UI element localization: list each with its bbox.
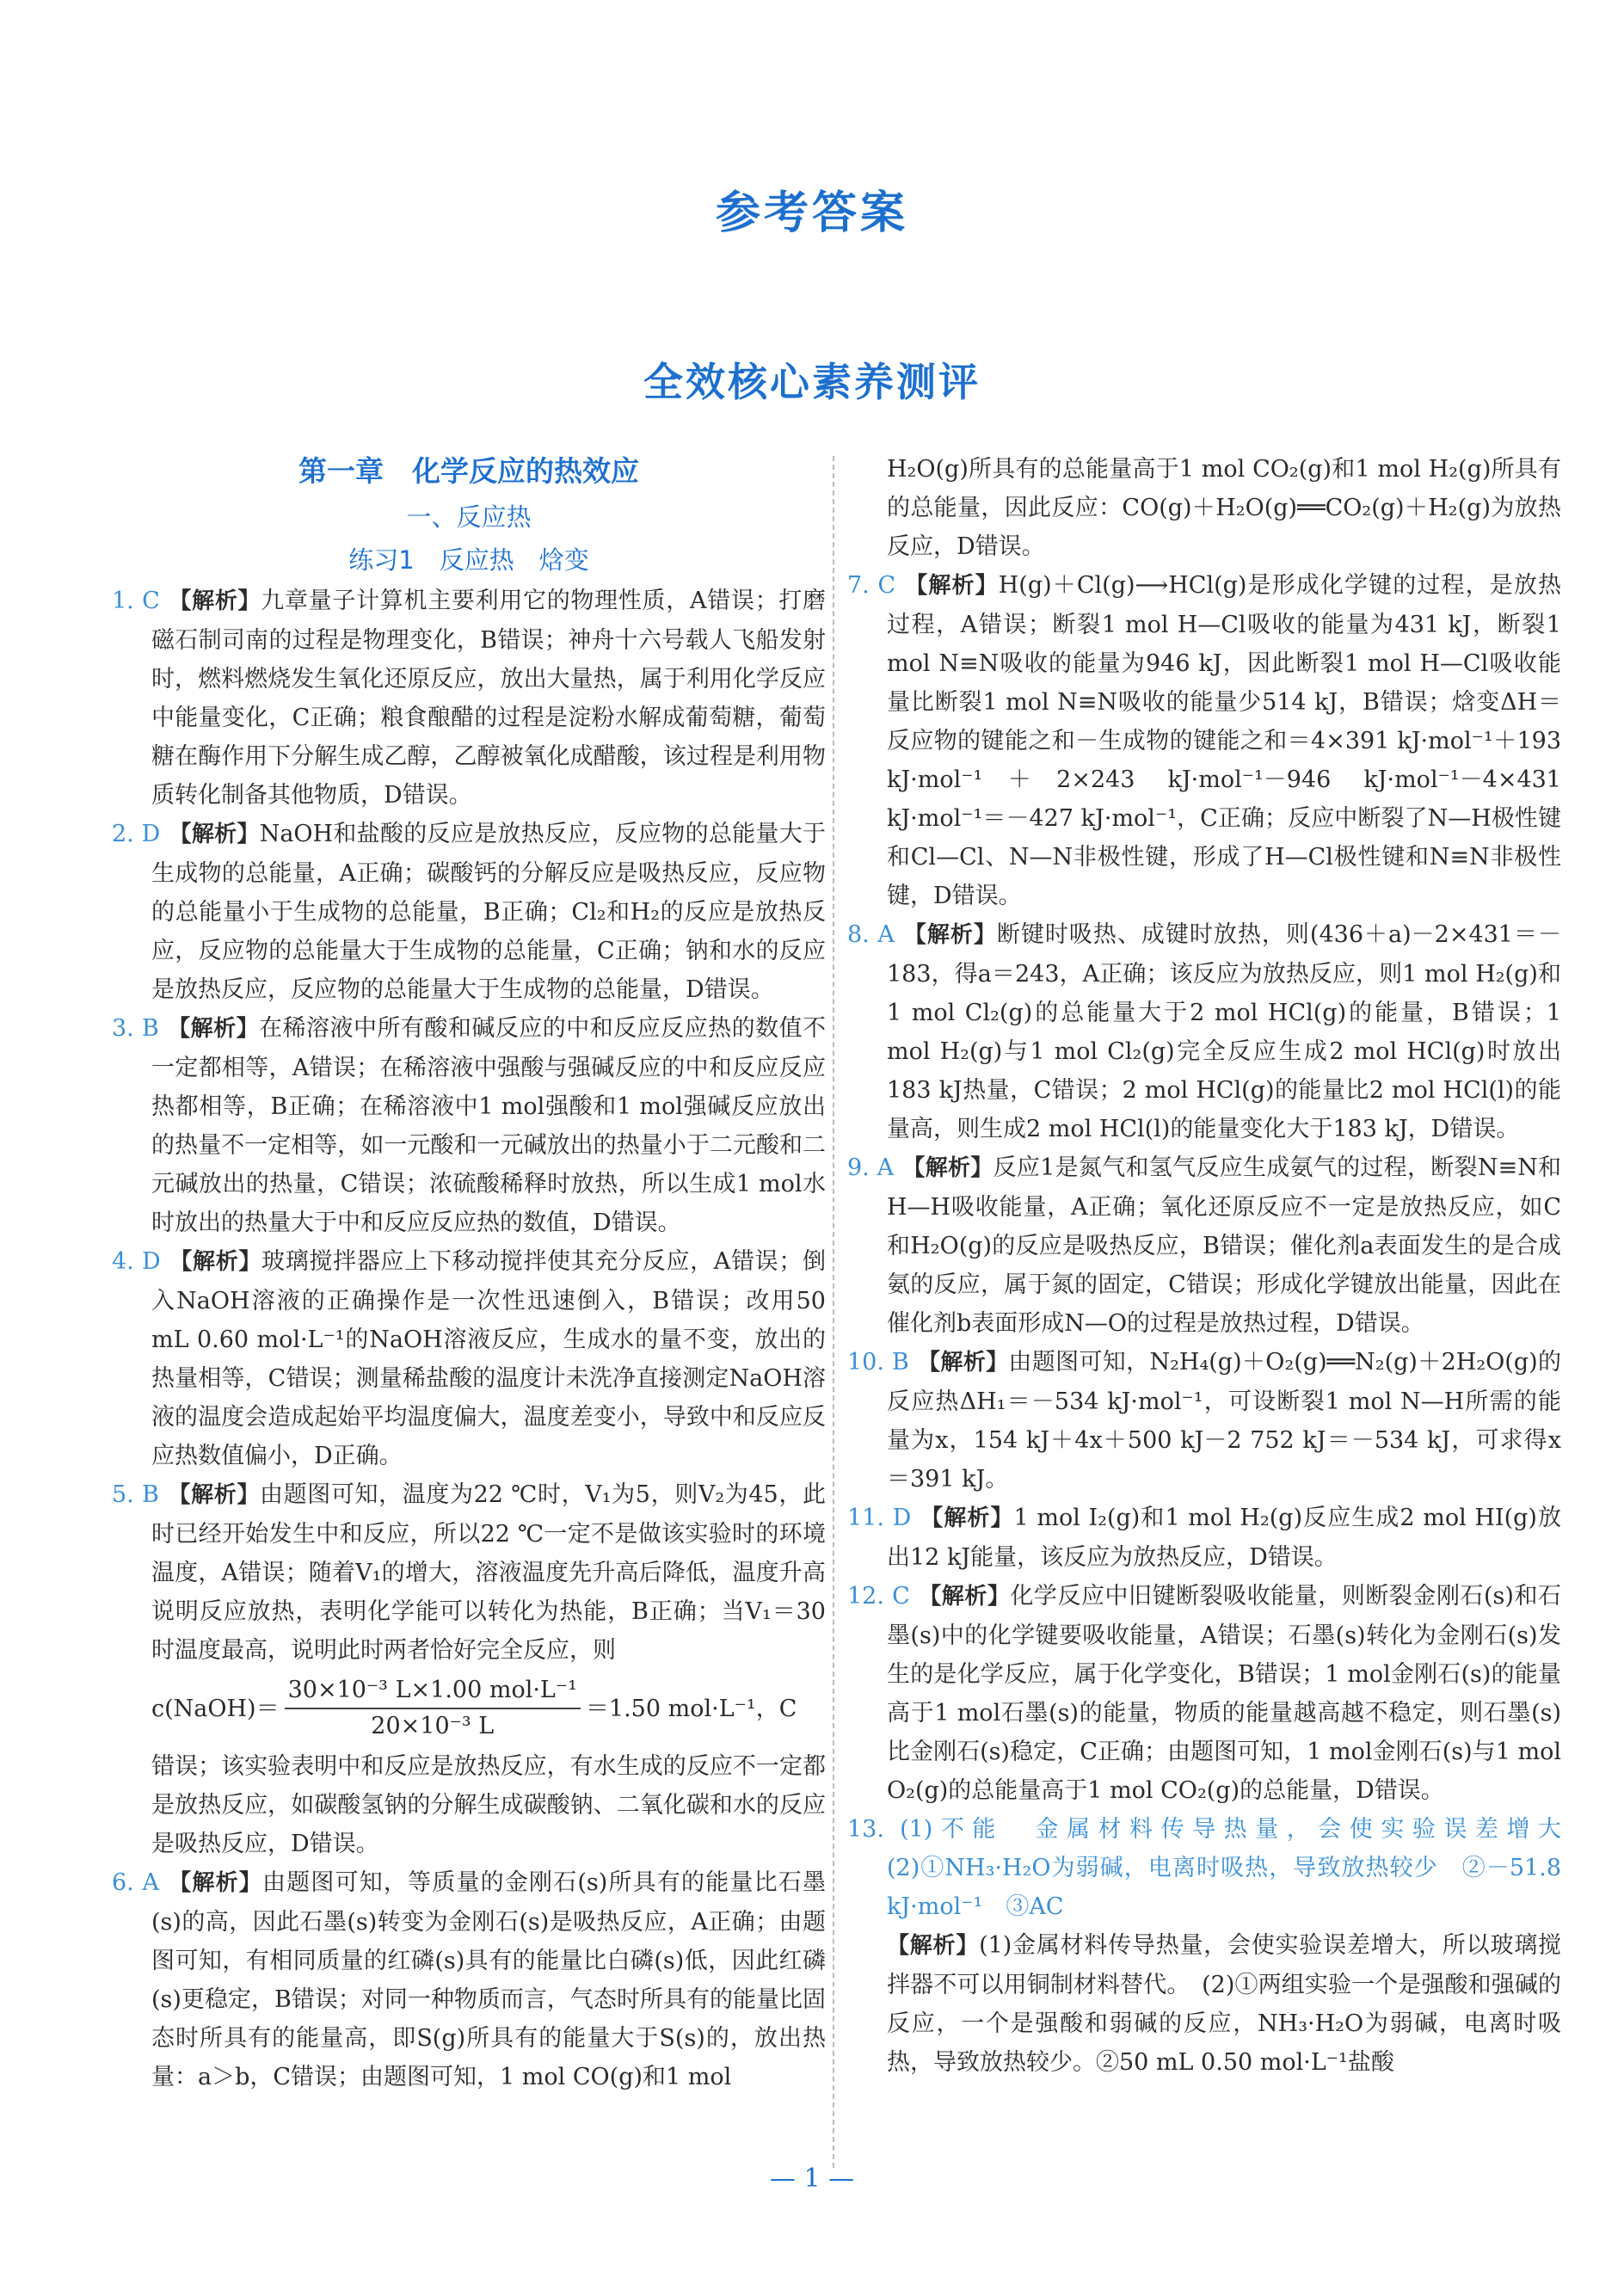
item-number: 6. [112, 1869, 134, 1896]
analysis-tag: 【解析】 [902, 922, 997, 948]
item-number: 2. [112, 821, 134, 847]
analysis-tag: 【解析】 [169, 1249, 262, 1275]
item-explanation: NaOH和盐酸的反应是放热反应，反应物的总能量大于生成物的总能量，A正确；碳酸钙的分解反应是吸热反应，反应物的总能量小于生成物的总能量，B正确；Cl₂和H₂的反应是放热反应，反应物的总能量大于生成物的总能量，C正确；钠和水的反应是放热反应，反应物的总能量大于生成物的总能量，D错误。 [151, 821, 826, 1003]
item-explanation: 由题图可知，N₂H₄(g)＋O₂(g)══N₂(g)＋2H₂O(g)的反应热ΔH₁＝－534 kJ·mol⁻¹，可设断裂1 mol N—H所需的能量为x，154 kJ＋4x＋500 kJ－2 752 kJ＝－534 kJ，可求得x＝391 kJ。 [887, 1349, 1561, 1493]
analysis-tag: 【解析】 [167, 1482, 260, 1508]
analysis-tag: 【解析】 [167, 1016, 260, 1042]
chapter-heading: 第一章 化学反应的热效应 [298, 454, 639, 488]
item-explanation: 由题图可知，温度为22 ℃时，V₁为5，则V₂为45，此时已经开始发生中和反应，所以22 ℃一定不是做该实验时的环境温度，A错误；随着V₁的增大，溶液温度先升高后降低，温度升高说明反应放热，表明化学能可以转化为热能，B正确；当V₁＝30时温度最高，说明此时两者恰好完全反应，则 [151, 1481, 826, 1664]
item-number: 8. [847, 921, 870, 948]
item-number: 11. [847, 1505, 884, 1531]
item-answer: A [877, 921, 895, 948]
item-number: 3. [112, 1015, 134, 1042]
item-number: 13. [847, 1816, 884, 1843]
item-13-analysis [847, 1926, 1561, 2082]
answer-item-9 [847, 1148, 1561, 1343]
item-answer: B [891, 1349, 909, 1376]
item-6-continued: H₂O(g)所具有的总能量高于1 mol CO₂(g)和1 mol H₂(g)所具有的总能量，因此反应：CO(g)＋H₂O(g)══CO₂(g)＋H₂(g)为放热反应，D错误。 [887, 456, 1561, 560]
analysis-tag: 【解析】 [920, 1505, 1014, 1531]
analysis-tag: 【解析】 [887, 1933, 980, 1959]
analysis-tag: 【解析】 [904, 573, 999, 599]
item-explanation: 化学反应中旧键断裂吸收能量，则断裂金刚石(s)和石墨(s)中的化学键要吸收能量，A错误；石墨(s)转化为金刚石(s)发生的是化学反应，属于化学变化，B错误；1 mol金刚石(s)的能量高于1 mol石墨(s)的能量，物质的能量越高越不稳定，则石墨(s)比金刚石(s)稳定，C正确；由题图可知，1 mol金刚石(s)与1 mol O₂(g)的总能量高于1 mol CO₂(g)的总能量，D错误。 [887, 1583, 1561, 1804]
formula-fraction [285, 1673, 581, 1744]
item-explanation: 在稀溶液中所有酸和碱反应的中和反应反应热的数值不一定都相等，A错误；在稀溶液中强酸与强碱反应的中和反应反应热都相等，B正确；在稀溶液中1 mol强酸和1 mol强碱反应放出的热量不一定相等，如一元酸和一元碱放出的热量小于二元酸和二元碱放出的热量，C错误；浓硫酸稀释时放热，所以生成1 mol水时放出的热量大于中和反应反应热的数值，D错误。 [151, 1015, 826, 1236]
answer-item-12 [847, 1577, 1561, 1810]
item-answer: B [141, 1481, 159, 1508]
answer-item-10 [847, 1343, 1561, 1499]
analysis-tag: 【解析】 [902, 1155, 993, 1181]
item-explanation: 玻璃搅拌器应上下移动搅拌使其充分反应，A错误；倒入NaOH溶液的正确操作是一次性迅速倒入，B错误；改用50 mL 0.60 mol·L⁻¹的NaOH溶液反应，生成水的量不变，放出的热量相等，C错误；测量稀盐酸的温度计未洗净直接测定NaOH溶液的温度会造成起始平均温度偏大，温度差变小，导致中和反应反应热数值偏小，D正确。 [151, 1248, 826, 1469]
answer-item-4 [112, 1242, 826, 1475]
formula-denominator: 20×10⁻³ L [371, 1713, 495, 1739]
analysis-tag: 【解析】 [169, 822, 260, 847]
item-answer: A [142, 1869, 160, 1896]
item-answer: (1)不能 金属材料传导热量，会使实验误差增大 (2)①NH₃·H₂O为弱碱，电离时吸热，导致放热较少 ②－51.8 kJ·mol⁻¹ ③AC [887, 1816, 1584, 1920]
answer-item-1 [112, 582, 826, 815]
item-explanation: 断键时吸热、成键时放热，则(436＋a)－2×431＝－183，得a＝243，A正确；该反应为放热反应，则1 mol H₂(g)和1 mol Cl₂(g)的总能量大于2 mol HCl(g)的能量，B错误；1 mol H₂(g)与1 mol Cl₂(g)完全反应生成2 mol HCl(g)时放出183 kJ热量，C错误；2 mol HCl(g)的能量比2 mol HCl(l)的能量高，则生成2 mol HCl(l)的能量变化大于183 kJ，D错误。 [887, 921, 1561, 1142]
item-answer: B [141, 1015, 159, 1042]
item-number: 9. [847, 1154, 870, 1181]
answer-item-11 [847, 1499, 1561, 1577]
right-column [847, 450, 1584, 2082]
answer-item-8 [847, 915, 1561, 1148]
left-column [112, 447, 826, 2096]
item-answer: C [892, 1583, 910, 1610]
item-answer: D [142, 1248, 161, 1275]
analysis-tag: 【解析】 [168, 588, 261, 614]
analysis-tag: 【解析】 [918, 1584, 1011, 1610]
answer-item-5 [112, 1475, 826, 1670]
answer-item-2 [112, 815, 826, 1009]
item-answer: C [142, 588, 160, 614]
item-explanation: 1 mol I₂(g)和1 mol H₂(g)反应生成2 mol HI(g)放出12 kJ能量，该反应为放热反应，D错误。 [887, 1505, 1561, 1571]
item-explanation: (1)金属材料传导热量，会使实验误差增大，所以玻璃搅拌器不可以用铜制材料替代。 (2)①两组实验一个是强酸和强碱的反应，一个是强酸和弱碱的反应，NH₃·H₂O为弱碱，电离时吸热，导致放热较少。②50 mL 0.50 mol·L⁻¹盐酸 [887, 1932, 1561, 2076]
item-number: 4. [112, 1248, 134, 1275]
item-explanation: 反应1是氮气和氢气反应生成氨气的过程，断裂N≡N和H—H吸收能量，A正确；氧化还原反应不一定是放热反应，如C和H₂O(g)的反应是吸热反应，B错误；催化剂a表面发生的是合成氨的反应，属于氮的固定，C错误；形成化学键放出能量，因此在催化剂b表面形成N—O的过程是放热过程，D错误。 [887, 1154, 1561, 1337]
formula-numerator: 30×10⁻³ L×1.00 mol·L⁻¹ [285, 1673, 581, 1709]
analysis-tag: 【解析】 [917, 1350, 1009, 1376]
item-number: 1. [112, 588, 134, 614]
answer-item-6 [112, 1863, 826, 2096]
book-title: 全效核心素养测评 [643, 359, 981, 405]
formula-lhs: c(NaOH)＝ [151, 1695, 280, 1722]
item-answer: D [141, 821, 161, 847]
item-explanation: 九章量子计算机主要利用它的物理性质，A错误；打磨磁石制司南的过程是物理变化，B错误；神舟十六号载人飞船发射时，燃料燃烧发生氧化还原反应，放出大量热，属于利用化学反应中能量变化，C正确；粮食酿醋的过程是淀粉水解成葡萄糖，葡萄糖在酶作用下分解生成乙醇，乙醇被氧化成醋酸，该过程是利用物质转化制备其他物质，D错误。 [151, 588, 826, 809]
exercise-heading: 练习1 反应热 焓变 [348, 545, 589, 575]
item-number: 12. [847, 1583, 884, 1610]
page-number: — 1 — [769, 2164, 855, 2194]
naoh-concentration-formula [112, 1670, 826, 1747]
section-heading: 一、反应热 [406, 502, 532, 532]
item-number: 7. [847, 572, 870, 599]
page-title: 参考答案 [715, 188, 908, 239]
analysis-tag: 【解析】 [168, 1870, 262, 1896]
item-number: 5. [112, 1481, 134, 1508]
item-explanation: 由题图可知，等质量的金刚石(s)所具有的能量比石墨(s)的高，因此石墨(s)转变为金刚石(s)是吸热反应，A正确；由题图可知，有相同质量的红磷(s)具有的能量比白磷(s)低，因此红磷(s)更稳定，B错误；对同一种物质而言，气态时所具有的能量比固态时所具有的能量高，即S(g)所具有的能量大于S(s)的，放出热量：a＞b，C错误；由题图可知，1 mol CO(g)和1 mol [151, 1869, 826, 2090]
item-explanation-continued: 错误；该实验表明中和反应是放热反应，有水生成的反应不一定都是放热反应，如碳酸氢钠的分解生成碳酸钠、二氧化碳和水的反应是吸热反应，D错误。 [151, 1753, 826, 1857]
item-explanation: H(g)＋Cl(g)⟶HCl(g)是形成化学键的过程，是放热过程，A错误；断裂1 mol H—Cl吸收的能量为431 kJ，断裂1 mol N≡N吸收的能量为946 kJ，因此断裂1 mol H—Cl吸收能量比断裂1 mol N≡N吸收的能量少514 kJ，B错误；焓变ΔH＝反应物的键能之和－生成物的键能之和＝4×391 kJ·mol⁻¹＋193 kJ·mol⁻¹＋2×243 kJ·mol⁻¹－946 kJ·mol⁻¹－4×431 kJ·mol⁻¹＝－427 kJ·mol⁻¹，C正确；反应中断裂了N—H极性键和Cl—Cl、N—N非极性键，形成了H—Cl极性键和N≡N非极性键，D错误。 [887, 572, 1561, 909]
answer-item-3 [112, 1009, 826, 1242]
item-answer: A [877, 1154, 895, 1181]
answer-item-7 [847, 566, 1561, 915]
answer-item-13 [847, 1810, 1584, 1926]
item-answer: C [877, 572, 896, 599]
column-divider [833, 456, 834, 2168]
item-answer: D [892, 1505, 912, 1531]
formula-rhs: ＝1.50 mol·L⁻¹，C [585, 1695, 797, 1722]
item-number: 10. [847, 1349, 884, 1376]
